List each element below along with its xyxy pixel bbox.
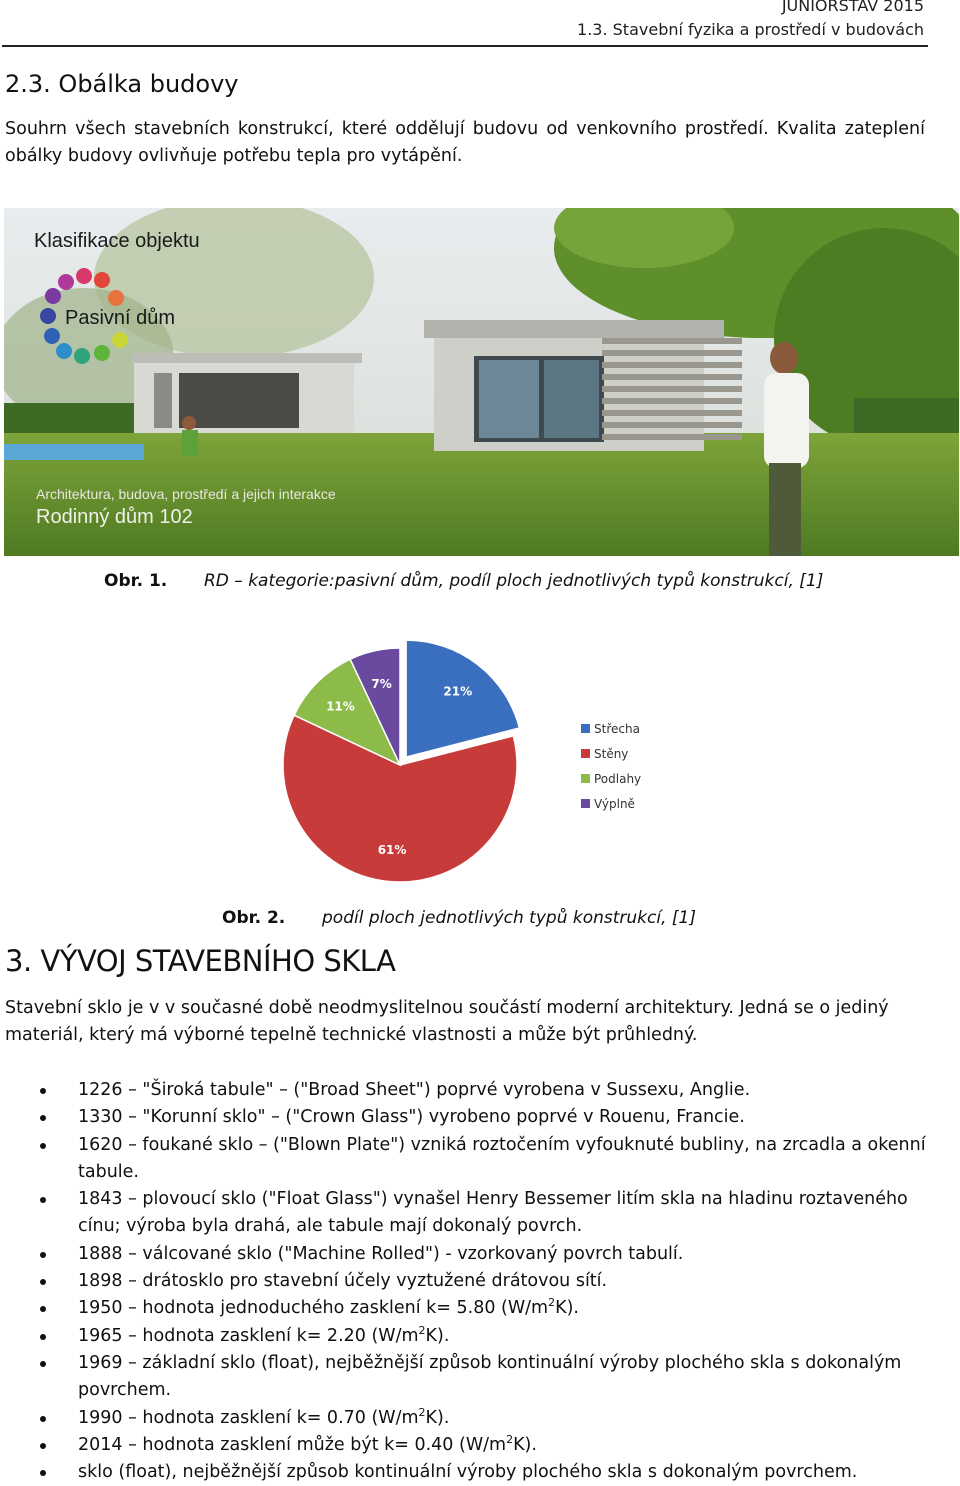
list-item — [0, 1350, 930, 1405]
superscript: 2 — [418, 1323, 426, 1337]
list-item — [0, 1459, 930, 1486]
superscript: 2 — [548, 1296, 556, 1310]
list-item-text: 1330 – "Korunní sklo" – ("Crown Glass") vyrobeno poprvé v Rouenu, Francie. — [78, 1107, 745, 1128]
section-3-intro: Stavební sklo je v v současné době neodmyslitelnou součástí moderní architektury. Jedná se o jediný materiál, který má výborné tepelně technické vlastnosti a může být průhledný. — [5, 998, 889, 1045]
list-item-text-after: K). — [425, 1325, 450, 1346]
legend-swatch — [581, 774, 590, 783]
list-item-text: 1990 – hodnota zasklení k= 0.70 (W/m — [78, 1407, 419, 1428]
figure-2-caption-text: podíl ploch jednotlivých typů konstrukcí, [1] — [322, 908, 696, 928]
figure-2-caption — [222, 908, 922, 932]
header-divider — [2, 45, 928, 47]
bullet-icon — [40, 1334, 46, 1340]
legend-swatch — [581, 724, 590, 733]
pie-chart — [270, 640, 670, 900]
list-item-text: 1888 – válcované sklo ("Machine Rolled") - vzorkovaný povrch tabulí. — [78, 1243, 684, 1264]
photo-overlay-subtitle: Architektura, budova, prostředí a jejich interakce — [36, 486, 336, 502]
list-item — [0, 1295, 930, 1322]
superscript: 2 — [418, 1405, 426, 1419]
list-item — [0, 1132, 930, 1187]
header-title: JUNIORSTAV 2015 — [781, 0, 924, 15]
list-item — [0, 1186, 930, 1241]
bullet-icon — [40, 1416, 46, 1422]
list-item-text-after: K). — [425, 1407, 450, 1428]
bullet-icon — [40, 1115, 46, 1121]
list-item-text-after: K). — [513, 1434, 537, 1455]
legend-swatch — [581, 799, 590, 808]
list-item — [0, 1405, 930, 1432]
pie-value-label: 21% — [443, 684, 473, 699]
pie-value-label: 11% — [326, 699, 355, 714]
list-item — [0, 1323, 930, 1350]
pie-value-label: 61% — [377, 842, 407, 857]
section-heading-3: 3. VÝVOJ STAVEBNÍHO SKLA — [5, 944, 396, 978]
section-heading-2-3: 2.3. Obálka budovy — [5, 70, 239, 98]
list-item-text: sklo (float), nejběžnější způsob kontinuální výroby plochého skla s dokonalým povrchem. — [78, 1462, 858, 1483]
superscript: 2 — [506, 1433, 514, 1447]
list-item-text: 1898 – drátosklo pro stavební účely vyztužené drátovou sítí. — [78, 1271, 608, 1292]
list-item-text: 1620 – foukané sklo – ("Blown Plate") vzniká roztočením vyfouknuté bubliny, na zrcadla a okenní tabule. — [78, 1134, 926, 1182]
photo-overlay-house-name: Rodinný dům 102 — [36, 506, 193, 528]
bullet-icon — [40, 1143, 46, 1149]
list-item-text: 1843 – plovoucí sklo ("Float Glass") vynašel Henry Bessemer litím skla na hladinu roztaveného cínu; výroba byla drahá, ale tabule mají dokonalý povrch. — [78, 1189, 908, 1237]
bullet-icon — [40, 1197, 46, 1203]
legend-swatch — [581, 749, 590, 758]
list-item-text: 1226 – "Široká tabule" – ("Broad Sheet") poprvé vyrobena v Sussexu, Anglie. — [78, 1080, 751, 1100]
photo-overlay-title: Klasifikace objektu — [34, 230, 200, 252]
photo-overlay-category: Pasivní dům — [65, 307, 176, 329]
bullet-icon — [40, 1470, 46, 1476]
house-photo — [4, 208, 959, 556]
figure-1-caption-text: RD – kategorie:pasivní dům, podíl ploch jednotlivých typů konstrukcí, [1] — [204, 571, 824, 591]
list-item-text-after: K). — [555, 1298, 579, 1319]
header-subtitle: 1.3. Stavební fyzika a prostředí v budovách — [577, 20, 924, 39]
bullet-icon — [40, 1088, 46, 1094]
bullet-icon — [40, 1279, 46, 1285]
bullet-icon — [40, 1361, 46, 1367]
glass-history-list — [0, 1077, 930, 1486]
list-item — [0, 1077, 930, 1104]
pie-value-label: 7% — [371, 676, 392, 691]
bullet-icon — [40, 1306, 46, 1312]
legend-label: Střecha — [594, 722, 640, 736]
list-item-text: 2014 – hodnota zasklení může být k= 0.40 (W/m — [78, 1434, 507, 1455]
figure-1-number: Obr. 1. — [104, 571, 168, 591]
list-item — [0, 1268, 930, 1295]
list-item — [0, 1241, 930, 1268]
section-2-3-text: Souhrn všech stavebních konstrukcí, které oddělují budovu od venkovního prostředí. Kvalita zateplení obálky budovy ovlivňuje potřebu tepla pro vytápění. — [5, 119, 925, 166]
list-item-text: 1965 – hodnota zasklení k= 2.20 (W/m — [78, 1325, 419, 1346]
legend-label: Výplně — [594, 797, 635, 811]
bullet-icon — [40, 1443, 46, 1449]
list-item-text: 1950 – hodnota jednoduchého zasklení k= 5.80 (W/m — [78, 1298, 549, 1319]
list-item-text: 1969 – základní sklo (float), nejběžnější způsob kontinuální výroby plochého skla s dokonalým povrchem. — [78, 1352, 902, 1401]
legend-label: Podlahy — [594, 772, 642, 786]
list-item — [0, 1432, 930, 1459]
legend-label: Stěny — [594, 747, 629, 761]
bullet-icon — [40, 1252, 46, 1258]
figure-2-number: Obr. 2. — [222, 908, 286, 928]
figure-1-caption — [104, 571, 904, 595]
list-item — [0, 1104, 930, 1131]
